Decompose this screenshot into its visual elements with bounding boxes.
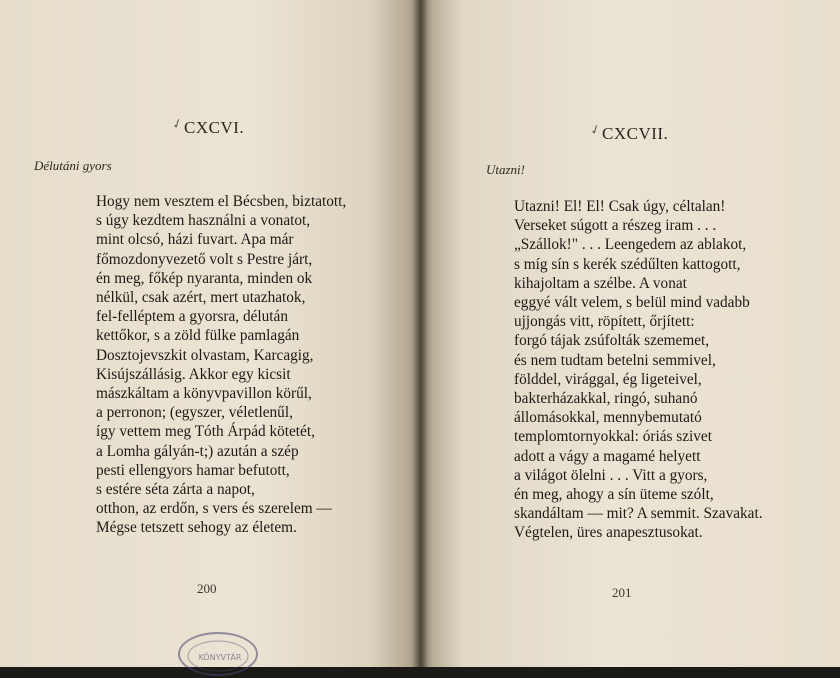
poem-line: Dosztojevszkit olvastam, Karcagig, — [96, 346, 314, 364]
poem-line: s úgy kezdtem használni a vonatot, — [96, 212, 311, 230]
poem-line: eggyé vált velem, s belül mind vadabb — [514, 294, 750, 312]
poem-line: így vettem meg Tóth Árpád kötetét, — [96, 423, 315, 441]
poem-line: a perronon; (egyszer, véletlenűl, — [96, 404, 293, 422]
right-page — [420, 0, 840, 667]
library-stamp-icon — [178, 632, 258, 676]
left-page — [0, 0, 420, 667]
poem-line: „Szállok!" . . . Leengedem az ablakot, — [514, 236, 747, 254]
poem-line: állomásokkal, mennybemutató — [514, 409, 702, 427]
poem-line: templomtornyokkal: óriás szivet — [514, 428, 712, 446]
poem-line: fel-felléptem a gyorsra, délután — [96, 308, 288, 326]
chapter-heading: CXCVII. — [602, 124, 669, 143]
poem-line: otthon, az erdőn, s vers és szerelem — — [96, 500, 332, 518]
poem-line: nélkül, csak azért, mert utazhatok, — [96, 289, 306, 307]
poem-line: pesti ellengyors hamar befutott, — [96, 461, 290, 479]
poem-line: Utazni! El! El! Csak úgy, céltalan! — [514, 198, 726, 215]
poem-subtitle: Délutáni gyors — [34, 158, 112, 173]
poem-line: mint olcsó, házi fuvart. Apa már — [96, 231, 294, 249]
poem-line: Végtelen, üres anapesztusokat. — [514, 524, 703, 542]
poem-line: a világot ölelni . . . Vitt a gyors, — [514, 466, 708, 484]
poem-subtitle: Utazni! — [486, 162, 525, 177]
poem-line: és nem tudtam betelni semmivel, — [514, 351, 716, 369]
poem-line: a Lomha gályán-t;) azután a szép — [96, 442, 299, 460]
poem-line: Verseket súgott a részeg iram . . . — [514, 217, 717, 235]
poem-line: forgó tájak zsúfolták szememet, — [514, 332, 710, 350]
poem-line: Hogy nem vesztem el Bécsben, biztatott, — [96, 193, 347, 210]
page-number: 200 — [197, 581, 217, 596]
poem-body — [514, 197, 763, 543]
stamp-lettering: KÖNYVTÁR — [198, 653, 242, 662]
poem-line: s estére séta zárta a napot, — [96, 481, 255, 499]
poem-line: Mégse tetszett sehogy az életem. — [96, 519, 297, 537]
poem-line: kihajoltam a szélbe. A vonat — [514, 274, 687, 292]
chapter-heading: CXCVI. — [184, 118, 245, 137]
poem-line: adott a vágy a magamé helyett — [514, 447, 701, 465]
book-gutter — [413, 0, 427, 667]
poem-line: ujjongás vitt, röpített, őrjített: — [514, 313, 695, 331]
poem-line: bakterházakkal, ringó, suhanó — [514, 390, 698, 408]
poem-line: én meg, ahogy a sín üteme szólt, — [514, 486, 714, 504]
pencil-checkmark-icon: ✓ — [587, 120, 603, 139]
pencil-checkmark-icon: ✓ — [169, 114, 185, 133]
poem-line: földdel, virággal, ég ligeteivel, — [514, 370, 702, 388]
page-number: 201 — [612, 585, 632, 600]
poem-line: s míg sín s kerék szédűlten kattogott, — [514, 255, 741, 273]
poem-line: én meg, főkép nyaranta, minden ok — [96, 269, 313, 287]
poem-line: kettőkor, s a zöld fülke pamlagán — [96, 327, 300, 345]
poem-body — [96, 192, 346, 538]
poem-line: Kisújszállásig. Akkor egy kicsit — [96, 365, 291, 383]
poem-line: skandáltam — mit? A semmit. Szavakat. — [514, 505, 763, 523]
poem-line: főmozdonyvezető volt s Pestre járt, — [96, 250, 313, 268]
poem-line: mászkáltam a könyvpavillon körűl, — [96, 385, 312, 403]
